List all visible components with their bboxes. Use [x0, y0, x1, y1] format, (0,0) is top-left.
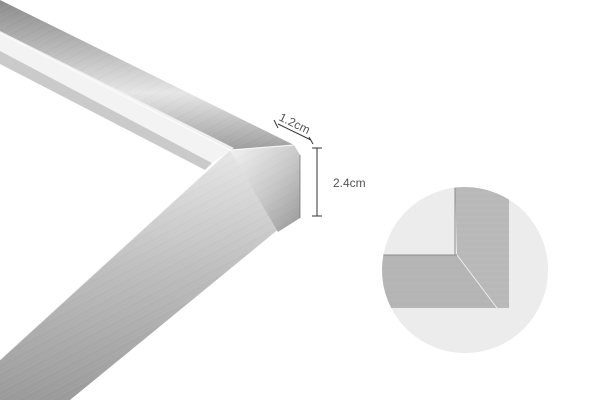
corner-detail-inset	[382, 185, 548, 353]
width-dimension-label: 1.2cm	[276, 110, 313, 137]
depth-dimension-label: 2.4cm	[333, 176, 366, 190]
